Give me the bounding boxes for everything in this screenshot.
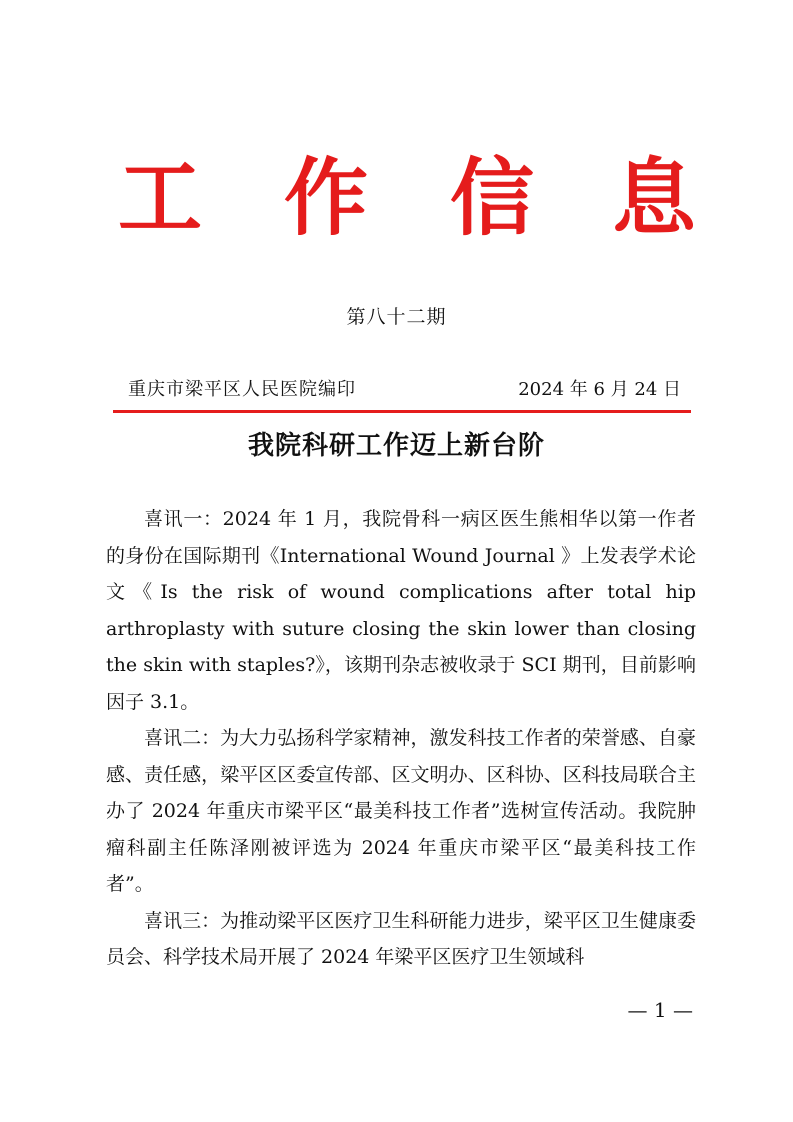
red-divider bbox=[113, 410, 691, 413]
publisher-line: 重庆市梁平区人民医院编印 bbox=[128, 379, 356, 400]
paragraph-2: 喜讯二：为大力弘扬科学家精神，激发科技工作者的荣誉感、自豪感、责任感，梁平区区委宣传部、区文明办、区科协、区科技局联合主办了 2024 年重庆市梁平区“最美科技工作者”选树宣传活动。我院肿瘤科副主任陈泽刚被评选为 2024 年重庆市梁平区“最美科技工作者”。 bbox=[106, 727, 696, 895]
paragraph-1: 喜讯一：2024 年 1 月，我院骨科一病区医生熊相华以第一作者的身份在国际期刊《International Wound Journal 》上发表学术论文《Is the risk of wound complications after total hip arthroplasty with suture closing the skin lower than closing the skin with staples?》，该期刊杂志被收录于 SCI 期刊，目前影响因子 3.1。 bbox=[106, 508, 696, 713]
paragraph-3: 喜讯三：为推动梁平区医疗卫生科研能力进步，梁平区卫生健康委员会、科学技术局开展了 2024 年梁平区医疗卫生领域科 bbox=[106, 909, 696, 968]
masthead-char-2: 作 bbox=[284, 149, 369, 247]
issue-number: 第八十二期 bbox=[346, 306, 447, 328]
masthead-char-4: 息 bbox=[612, 149, 697, 247]
article-headline: 我院科研工作迈上新台阶 bbox=[247, 431, 545, 461]
masthead-char-1: 工 bbox=[118, 149, 203, 247]
masthead-title bbox=[0, 148, 793, 248]
masthead-char-3: 信 bbox=[450, 149, 535, 247]
page-number: — 1 — bbox=[627, 998, 693, 1022]
publication-date: 2024 年 6 月 24 日 bbox=[518, 379, 681, 400]
article-body bbox=[106, 501, 696, 976]
